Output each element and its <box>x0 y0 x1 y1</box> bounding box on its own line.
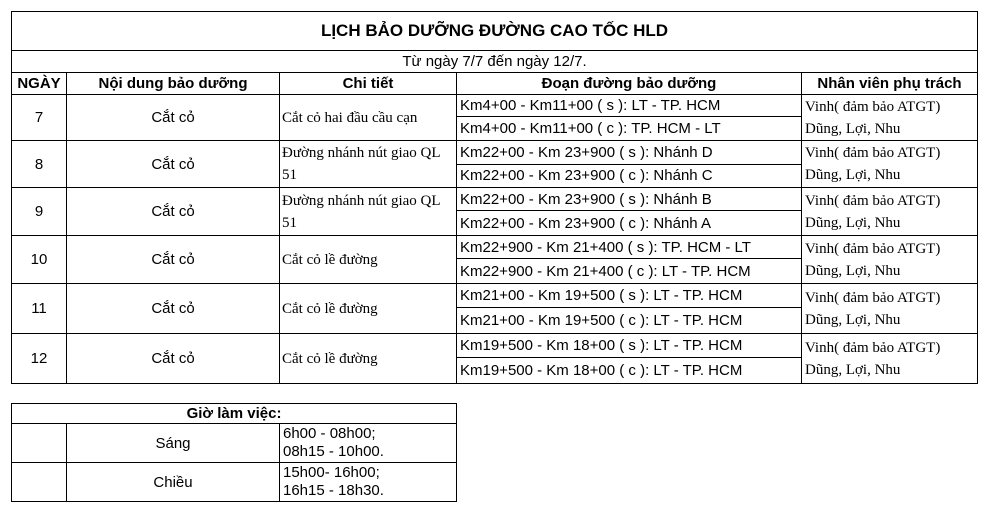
date-range: Từ ngày 7/7 đến ngày 12/7. <box>12 51 978 73</box>
detail-cell: Đường nhánh nút giao QL 51 <box>280 141 457 188</box>
afternoon-slot-2: 16h15 - 18h30. <box>283 482 384 499</box>
segment-cell: Km22+00 - Km 23+900 ( s ): Nhánh B <box>457 188 802 211</box>
content-cell: Cắt cỏ <box>67 236 280 284</box>
staff-crew: Dũng, Lợi, Nhu <box>805 311 901 328</box>
blank-cell <box>12 424 67 463</box>
segment-cell: Km22+00 - Km 23+900 ( s ): Nhánh D <box>457 141 802 165</box>
content-cell: Cắt cỏ <box>67 95 280 141</box>
detail-cell: Cắt cỏ hai đầu cầu cạn <box>280 95 457 141</box>
header-content: Nội dung bảo dưỡng <box>67 73 280 95</box>
work-hours-title: Giờ làm việc: <box>12 404 457 424</box>
segment-cell: Km21+00 - Km 19+500 ( s ): LT - TP. HCM <box>457 284 802 308</box>
day-cell: 10 <box>12 236 67 284</box>
staff-crew: Dũng, Lợi, Nhu <box>805 120 901 137</box>
header-segment: Đoạn đường bảo dưỡng <box>457 73 802 95</box>
segment-cell: Km4+00 - Km11+00 ( s ): LT - TP. HCM <box>457 95 802 117</box>
afternoon-times <box>280 463 457 502</box>
morning-times <box>280 424 457 463</box>
staff-lead: Vinh( đảm bảo ATGT) <box>805 240 941 257</box>
content-cell: Cắt cỏ <box>67 188 280 236</box>
blank-cell <box>12 463 67 502</box>
staff-crew: Dũng, Lợi, Nhu <box>805 361 901 378</box>
staff-crew: Dũng, Lợi, Nhu <box>805 214 901 231</box>
table-row <box>12 334 978 358</box>
morning-label: Sáng <box>67 424 280 463</box>
afternoon-label: Chiều <box>67 463 280 502</box>
header-detail: Chi tiết <box>280 73 457 95</box>
staff-crew: Dũng, Lợi, Nhu <box>805 262 901 279</box>
staff-lead: Vinh( đảm bảo ATGT) <box>805 145 941 161</box>
afternoon-slot-1: 15h00- 16h00; <box>283 464 380 481</box>
detail-cell: Cắt cỏ lề đường <box>280 334 457 384</box>
detail-cell: Đường nhánh nút giao QL 51 <box>280 188 457 236</box>
day-cell: 9 <box>12 188 67 236</box>
staff-cell <box>802 95 978 141</box>
maintenance-schedule-table <box>11 11 978 384</box>
staff-cell <box>802 188 978 236</box>
table-row <box>12 141 978 165</box>
staff-lead: Vinh( đảm bảo ATGT) <box>805 289 941 306</box>
table-row <box>12 188 978 211</box>
staff-lead: Vinh( đảm bảo ATGT) <box>805 98 941 115</box>
content-cell: Cắt cỏ <box>67 334 280 384</box>
day-cell: 7 <box>12 95 67 141</box>
staff-cell <box>802 334 978 384</box>
day-cell: 8 <box>12 141 67 188</box>
staff-lead: Vinh( đảm bảo ATGT) <box>805 339 941 356</box>
staff-cell <box>802 284 978 334</box>
detail-cell: Cắt cỏ lề đường <box>280 284 457 334</box>
morning-slot-2: 08h15 - 10h00. <box>283 443 384 460</box>
table-row <box>12 95 978 117</box>
schedule-title: LỊCH BẢO DƯỠNG ĐƯỜNG CAO TỐC HLD <box>12 12 978 51</box>
staff-cell <box>802 141 978 188</box>
segment-cell: Km22+00 - Km 23+900 ( c ): Nhánh C <box>457 164 802 188</box>
staff-lead: Vinh( đảm bảo ATGT) <box>805 192 941 209</box>
table-row <box>12 284 978 308</box>
detail-cell: Cắt cỏ lề đường <box>280 236 457 284</box>
segment-cell: Km21+00 - Km 19+500 ( c ): LT - TP. HCM <box>457 308 802 334</box>
day-cell: 12 <box>12 334 67 384</box>
content-cell: Cắt cỏ <box>67 284 280 334</box>
segment-cell: Km4+00 - Km11+00 ( c ): TP. HCM - LT <box>457 117 802 141</box>
segment-cell: Km22+900 - Km 21+400 ( c ): LT - TP. HCM <box>457 259 802 284</box>
staff-crew: Dũng, Lợi, Nhu <box>805 167 901 183</box>
table-row <box>12 236 978 259</box>
header-day: NGÀY <box>12 73 67 95</box>
staff-cell <box>802 236 978 284</box>
segment-cell: Km19+500 - Km 18+00 ( s ): LT - TP. HCM <box>457 334 802 358</box>
morning-slot-1: 6h00 - 08h00; <box>283 425 376 442</box>
segment-cell: Km19+500 - Km 18+00 ( c ): LT - TP. HCM <box>457 358 802 384</box>
content-cell: Cắt cỏ <box>67 141 280 188</box>
segment-cell: Km22+900 - Km 21+400 ( s ): TP. HCM - LT <box>457 236 802 259</box>
header-staff: Nhân viên phụ trách <box>802 73 978 95</box>
segment-cell: Km22+00 - Km 23+900 ( c ): Nhánh A <box>457 211 802 236</box>
day-cell: 11 <box>12 284 67 334</box>
work-hours-table <box>11 403 457 502</box>
